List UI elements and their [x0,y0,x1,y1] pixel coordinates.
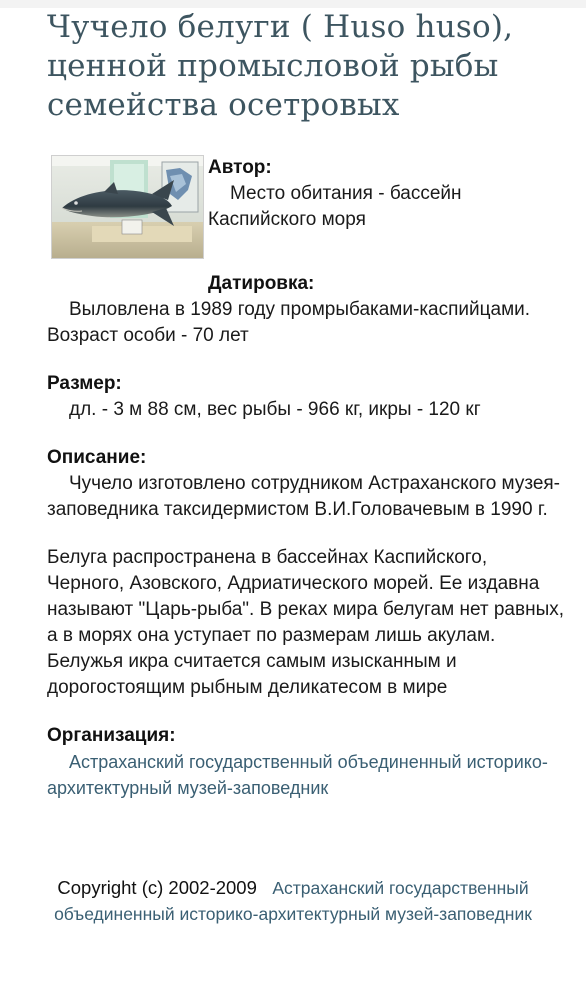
copyright-text: Copyright (c) 2002-2009 [57,877,257,898]
dating-section [47,271,567,349]
page-title: Чучело белуги ( Huso huso), ценной промысловой рыбы семейства осетровых [47,9,514,123]
footer [0,875,586,927]
dating-label: Датировка: [208,273,315,294]
size-value: дл. - 3 м 88 см, вес рыбы - 966 кг, икры - 120 кг [69,399,481,420]
description-section [47,445,567,701]
organization-section [47,723,567,801]
intro-text [208,155,567,233]
description-label: Описание: [47,447,147,468]
top-strip [0,0,586,8]
organization-label: Организация: [47,725,176,746]
beluga-image [52,156,203,258]
size-label: Размер: [47,373,122,394]
description-paragraph: Белуга распространена в бассейнах Каспийского, Черного, Азовского, Адриатического морей. Ее издавна называют "Царь-рыба". В реках мира белугам нет равных, а в морях она уступает по размерам лишь акулам. Белужья икра считается самым изысканным и дорогостоящим рыбным деликатесом в мире [47,547,565,698]
size-section [47,371,567,423]
intro-section [47,155,567,271]
author-value: Место обитания - бассейн Каспийского моря [208,183,462,230]
dating-value: Выловлена в 1989 году промрыбаками-каспийцами. Возраст особи - 70 лет [47,299,531,346]
author-label: Автор: [208,157,272,178]
footer-museum-link[interactable]: Астраханский государственный объединенный историко-архитектурный музей-заповедник [54,878,532,924]
exhibit-photo[interactable] [51,155,204,259]
description-value: Чучело изготовлено сотрудником Астраханского музея-заповедника таксидермистом В.И.Головачевым в 1990 г. [47,473,561,520]
page-content [47,8,567,801]
organization-link[interactable]: Астраханский государственный объединенный историко-архитектурный музей-заповедник [47,752,548,798]
